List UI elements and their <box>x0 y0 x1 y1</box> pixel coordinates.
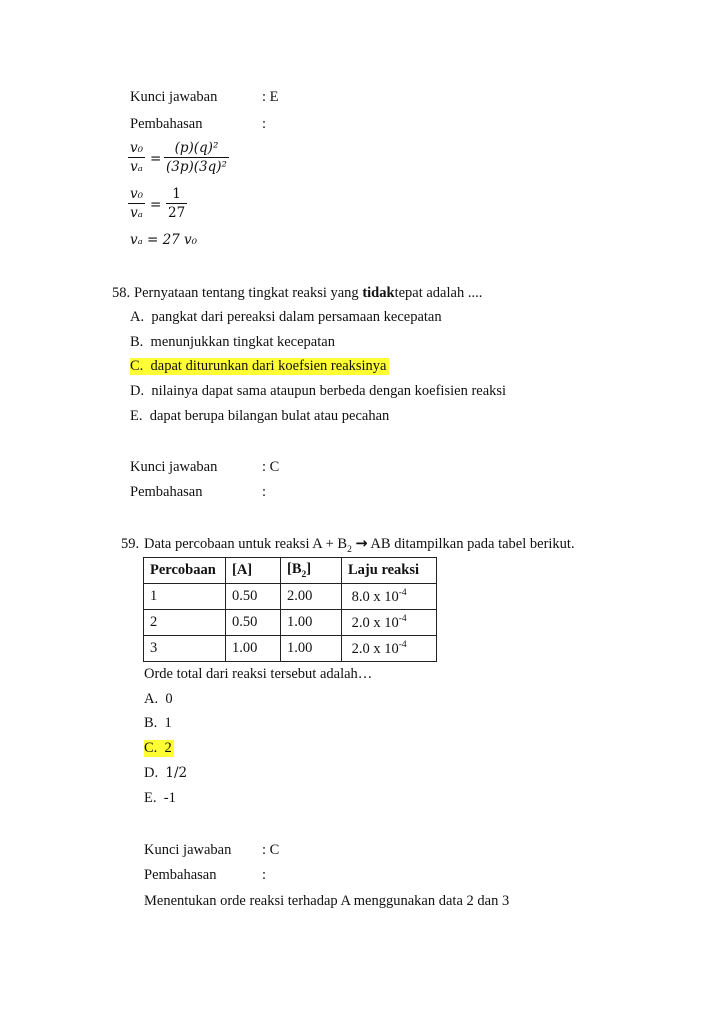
experiment-table <box>143 557 437 662</box>
table-row <box>144 636 437 662</box>
q59-prompt: Orde total dari reaksi tersebut adalah… <box>144 666 373 682</box>
q59-kunci-label: Kunci jawaban <box>144 842 232 858</box>
cell-laju: 2.0 x $10^{-4}$ <box>342 636 437 662</box>
eq1-lhs-den: vₐ <box>128 157 145 175</box>
table-header-row <box>144 558 437 584</box>
eq1-rhs-num: (p)(q)² <box>174 140 219 156</box>
cell-b: 1.00 <box>281 610 342 636</box>
q58-option-e: E. dapat berupa bilangan bulat atau pecahan <box>130 408 390 424</box>
header-b2: $[B_2]$ <box>281 558 342 584</box>
eq1-lhs-fraction <box>128 140 145 175</box>
q59-option-d: D. 1/2 <box>144 765 188 781</box>
eq1-lhs-num: v₀ <box>130 140 144 156</box>
eq1-rhs-fraction <box>164 140 229 175</box>
q59-option-a: A. 0 <box>144 691 173 707</box>
cell-b: 2.00 <box>281 584 342 610</box>
q57-kunci-label: Kunci jawaban <box>130 89 218 105</box>
table-row <box>144 584 437 610</box>
header-a: [A] <box>226 558 281 584</box>
cell-laju: 8.0 x $10^{-4}$ <box>342 584 437 610</box>
q58-pembahasan-label: Pembahasan <box>130 484 203 500</box>
table-row <box>144 610 437 636</box>
header-laju: Laju reaksi <box>342 558 437 584</box>
q59-kunci-value: : C <box>262 842 280 858</box>
q59-option-c-highlighted: C. 2 <box>144 740 172 756</box>
q58-number: 58. <box>112 285 131 301</box>
eq2-rhs-fraction <box>166 186 187 221</box>
q58-option-c-highlighted: C. dapat diturunkan dari koefsien reaksinya <box>130 358 387 374</box>
eq3: vₐ = 27 v₀ <box>130 232 198 248</box>
arrow-icon: → <box>355 536 368 552</box>
eq2-rhs-num: 1 <box>172 186 181 202</box>
eq1-rhs-den: (3p)(3q)² <box>166 159 227 175</box>
q58-pembahasan-value: : <box>262 484 267 500</box>
q57-kunci-value: : E <box>262 89 279 105</box>
q58-kunci-label: Kunci jawaban <box>130 459 218 475</box>
cell-a: 0.50 <box>226 584 281 610</box>
q59-explanation: Menentukan orde reaksi terhadap A menggunakan data 2 dan 3 <box>144 893 510 909</box>
q57-pembahasan-label: Pembahasan <box>130 116 203 132</box>
eq2-lhs-den: vₐ <box>128 203 145 221</box>
cell-percobaan: 3 <box>144 636 226 662</box>
eq2-equals: = <box>150 197 162 213</box>
cell-a: 1.00 <box>226 636 281 662</box>
q59-number: 59. <box>121 536 140 552</box>
cell-percobaan: 2 <box>144 610 226 636</box>
cell-percobaan: 1 <box>144 584 226 610</box>
eq2-rhs-den: 27 <box>168 205 186 221</box>
q58-option-b: B. menunjukkan tingkat kecepatan <box>130 334 335 350</box>
q58-option-a: A. pangkat dari pereaksi dalam persamaan kecepatan <box>130 309 442 325</box>
q59-option-b: B. 1 <box>144 715 172 731</box>
q59-question: Data percobaan untuk reaksi $A + B_2$ → AB ditampilkan pada tabel berikut. <box>144 536 575 555</box>
q59-option-e: E. -1 <box>144 790 176 806</box>
q59-pembahasan-label: Pembahasan <box>144 867 217 883</box>
eq2-lhs-fraction <box>128 186 145 221</box>
q59-pembahasan-value: : <box>262 867 267 883</box>
q57-pembahasan-value: : <box>262 116 267 132</box>
eq1-equals: = <box>150 151 162 167</box>
cell-laju: 2.0 x $10^{-4}$ <box>342 610 437 636</box>
eq2-lhs-num: v₀ <box>130 186 144 202</box>
q58-kunci-value: : C <box>262 459 280 475</box>
cell-b: 1.00 <box>281 636 342 662</box>
q58-question: Pernyataan tentang tingkat reaksi yang tidaktepat adalah .... <box>134 285 483 301</box>
cell-a: 0.50 <box>226 610 281 636</box>
q58-option-d: D. nilainya dapat sama ataupun berbeda dengan koefisien reaksi <box>130 383 507 399</box>
header-percobaan: Percobaan <box>144 558 226 584</box>
